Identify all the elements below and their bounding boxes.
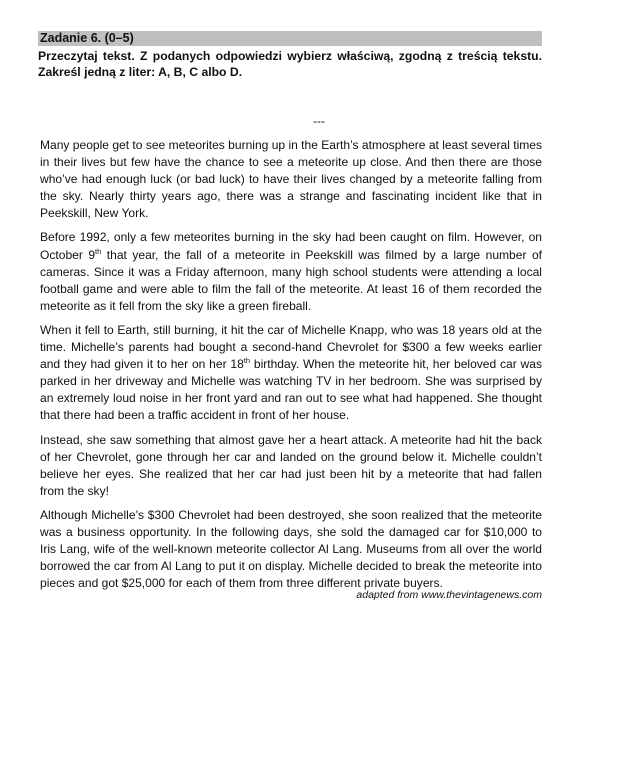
paragraph-3-text-a: When it fell to Earth, still burning, it hit the car of Michelle Knapp, who was 18 years old at the time. Michelle’s parents had bought a second-hand Chevrolet for $300 a few weeks earlier and they had given it to her on her 18 [40, 322, 542, 372]
task-instruction: Przeczytaj tekst. Z podanych odpowiedzi wybierz właściwą, zgodną z treścią tekstu. Zakreśl jedną z liter: A, B, C albo D. [38, 49, 542, 79]
article-paragraph-5: Although Michelle’s $300 Chevrolet had been destroyed, she soon realized that the meteorite was a business opportunity. In the following days, she sold the damaged car for $10,000 to Iris Lang, wife of the well-known meteorite collector Al Lang. Museums from all over the world borrowed the car from Al Lang to put it on display. Michelle decided to break the meteorite into pieces and got $25,000 for each of them from three different private buyers. [40, 507, 542, 591]
source-credit: adapted from www.thevintagenews.com [356, 589, 542, 601]
article-body [40, 137, 542, 599]
article-paragraph-2 [40, 229, 542, 314]
article-paragraph-3 [40, 322, 542, 425]
paragraph-3-text-b: birthday. When the meteorite hit, her beloved car was parked in her driveway and Michelle was watching TV in her bedroom. She was surprised by an extremely loud noise in her front yard and ran out to see what had happened. She thought that there had been a traffic accident in front of her house. [40, 357, 542, 423]
ordinal-suffix: th [95, 246, 102, 256]
separator: --- [313, 114, 325, 128]
paragraph-2-text-b: that year, the fall of a meteorite in Peekskill was filmed by a large number of cameras. Since it was a Friday afternoon, many high school students were attending a local football game and were able to film the fall of the meteorite. At least 16 of them recorded the meteorite as it fell from the sky like a green fireball. [40, 247, 542, 313]
paragraph-2-text-a: Before 1992, only a few meteorites burning in the sky had been caught on film. However, on October 9 [40, 230, 542, 262]
ordinal-suffix: th [243, 356, 251, 366]
article-paragraph-4: Instead, she saw something that almost gave her a heart attack. A meteorite had hit the back of her Chevrolet, gone through her car and landed on the ground below it. Michelle couldn’t believe her eyes. She realized that her car had just been hit by a meteorite that had fallen from the sky! [40, 432, 542, 498]
task-title: Zadanie 6. (0–5) [38, 31, 542, 46]
article-paragraph-1: Many people get to see meteorites burning up in the Earth’s atmosphere at least several times in their lives but few have the chance to see a meteorite up close. And then there are those who’ve had enough luck (or bad luck) to have their lives changed by a meteorite falling from the sky. Nearly thirty years ago, there was a strange and fascinating incident like that in Peekskill, New York. [40, 138, 543, 221]
